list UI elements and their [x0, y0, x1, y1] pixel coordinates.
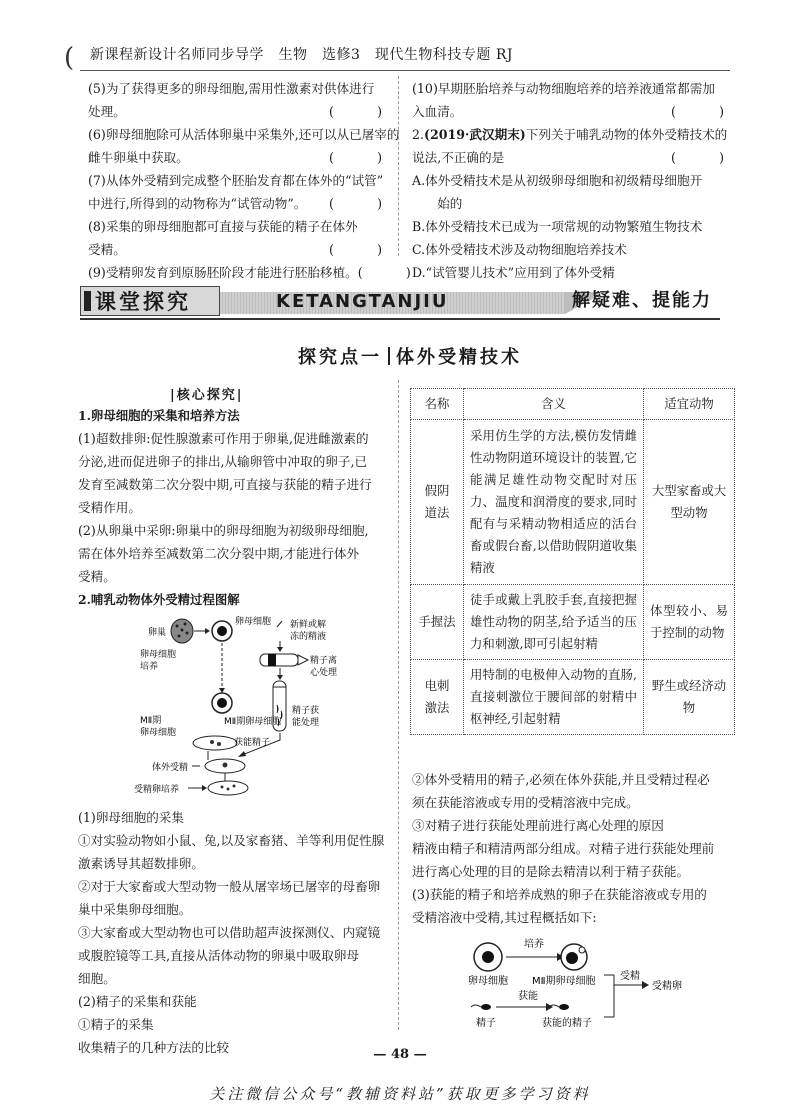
paragraph-line: 精液由精子和精清两部分组成。对精子进行获能处理前 [412, 841, 715, 856]
answer-bracket[interactable]: ( ) [357, 265, 417, 280]
banner-pinyin: KETANGTANJIU [276, 291, 449, 312]
paragraph-line: ①精子的采集 [78, 1017, 154, 1032]
paragraph-line: (2)从卵巢中采卵:卵巢中的卵母细胞为初级卵母细胞, [78, 523, 369, 538]
table-header-animal: 适宜动物 [644, 389, 735, 420]
paragraph-line: 收集精子的几种方法的比较 [78, 1040, 230, 1055]
fresh-semen-label-2: 冻的精液 [290, 632, 327, 642]
paragraph-line: ③对精子进行获能处理前进行离心处理的原因 [412, 818, 664, 833]
fertilization-flow-diagram [462, 935, 722, 1030]
left-top-line: (6)卵母细胞除可从活体卵巢中采集外,还可以从已屠宰的 [88, 127, 400, 142]
paragraph-line: 发育至减数第二次分裂中期,可直接与获能的精子进行 [78, 477, 372, 492]
left-top-line: (9)受精卵发育到原肠胚阶段才能进行胚胎移植。 ( ) [88, 261, 388, 284]
page-number: — 48 — [373, 1047, 427, 1062]
left-top-line: (5)为了获得更多的卵母细胞,需用性激素对供体进行 [88, 81, 375, 96]
heading-ivf-diagram: 2.哺乳动物体外受精过程图解 [78, 592, 240, 607]
oocyte-culture-label-2: 培养 [140, 662, 159, 672]
table-cell-animal: 野生或经济动物 [644, 660, 735, 735]
option-line: C.体外受精技术涉及动物细胞培养技术 [412, 242, 627, 257]
d2-oocyte-label: 卵母细胞 [468, 976, 508, 987]
d2-fert-label: 受精 [620, 971, 640, 982]
sperm-capacitation-label-1: 精子获 [292, 706, 320, 716]
paragraph-line: (1)卵母细胞的采集 [78, 810, 184, 825]
answer-bracket[interactable]: ( ) [328, 104, 388, 119]
option-line: D.“试管婴儿技术”应用到了体外受精 [412, 265, 615, 280]
table-cell-animal: 体型较小、易于控制的动物 [644, 585, 735, 660]
banner-underline [80, 318, 720, 320]
header-bracket-mark: ( [64, 43, 75, 73]
section-title: 探究点一 体外受精技术 [298, 347, 522, 368]
paragraph-line: (1)超数排卵:促性腺激素可作用于卵巢,促进雌激素的 [78, 431, 369, 446]
paragraph-line: 需在体外培养至减数第二次分裂中期,才能进行体外 [78, 546, 360, 561]
mii-oocyte-label: MⅡ期卵母细胞 [224, 717, 282, 727]
table-header-row [411, 389, 735, 420]
table-cell-meaning: 采用仿生学的方法,模仿发情雌性动物阴道环境设计的装置,它能满足雄性动物交配时对压力、温度和润滑度的要求,同时配有与采精动物相适应的活台畜或假台畜,以借助假阴道收集精液 [464, 420, 644, 585]
option-line: A.体外受精技术是从初级卵母细胞和初级精母细胞开 [412, 173, 703, 188]
centrifuge-label-2: 心处理 [310, 668, 338, 678]
page-header-title: 新课程新设计名师同步导学 生物 选修3 现代生物科技专题 RJ [90, 47, 514, 63]
left-judgement-list [88, 77, 417, 284]
option-line: B.体外受精技术已成为一项常规的动物繁殖生物技术 [412, 219, 703, 234]
zygote-culture-label: 受精卵培养 [134, 785, 180, 795]
header-rule [80, 70, 730, 71]
d2-sperm-label: 精子 [476, 1018, 496, 1029]
centrifuge-label-1: 精子离 [310, 656, 338, 666]
d2-mii-label: MⅡ期卵母细胞 [532, 976, 596, 987]
d2-capacitation-label: 获能 [518, 991, 538, 1002]
question-2-options [412, 169, 730, 284]
centrifuge-tube [260, 654, 298, 666]
question-2-line1: 2.(2019·武汉期末)下列关于哺乳动物的体外受精技术的 [412, 127, 728, 142]
left-body-part1 [78, 404, 390, 611]
question-2-line2: 说法,不正确的是 ( ) [412, 150, 730, 165]
paragraph-line: 分泌,进而促进卵子的排出,从输卵管中冲取的卵子,已 [78, 454, 368, 469]
right-top-line: 入血清。 ( ) [412, 100, 730, 123]
semen-collection-table [410, 388, 735, 735]
table-cell-name: 手握法 [411, 585, 464, 660]
d2-zygote-label: 受精卵 [652, 981, 682, 992]
right-body-text [412, 768, 734, 929]
table-cell-meaning: 用特制的电极伸入动物的直肠,直接刺激位于腰间部的射精中枢神经,引起射精 [464, 660, 644, 735]
right-top-line: (10)早期胚胎培养与动物细胞培养的培养液通常都需加 [412, 81, 715, 96]
sperm-capacitation-label-2: 能处理 [292, 718, 320, 728]
d2-cap-sperm-label: 获能的精子 [542, 1018, 592, 1029]
mii-short-label-1: MⅡ期 [140, 716, 162, 726]
banner-main-title: 课堂探究 [80, 288, 191, 316]
answer-bracket[interactable]: ( ) [670, 104, 730, 119]
mii-dish [193, 736, 237, 750]
left-top-line: (8)采集的卵母细胞都可直接与获能的精子在体外 [88, 219, 358, 234]
table-cell-meaning: 徒手或戴上乳胶手套,直接把握雄性动物的阴茎,给予适当的压力和刺激,即可引起射精 [464, 585, 644, 660]
right-judgement-list [412, 77, 730, 284]
table-cell-name: 假阴 道法 [411, 420, 464, 585]
paragraph-line: ②对于大家畜或大型动物一般从屠宰场已屠宰的母畜卵 [78, 879, 381, 894]
ivf-label: 体外受精 [152, 763, 189, 773]
ovary-label: 卵巢 [148, 628, 167, 638]
paragraph-line: 巢中采集卵母细胞。 [78, 902, 192, 917]
paragraph-line: ②体外受精用的精子,必须在体外获能,并且受精过程必 [412, 772, 710, 787]
table-cell-name: 电刺 激法 [411, 660, 464, 735]
table-row [411, 585, 735, 660]
capacitated-sperm-shape [559, 1004, 569, 1010]
oocyte-label: 卵母细胞 [235, 617, 272, 627]
left-top-line: 中进行,所得到的动物称为“试管动物”。 ( ) [88, 192, 388, 215]
core-inquiry-label: |核心探究| [170, 388, 244, 403]
answer-bracket[interactable]: ( ) [328, 150, 388, 165]
heading-oocyte-collection: 1.卵母细胞的采集和培养方法 [78, 408, 240, 423]
table-cell-animal: 大型家畜或大型动物 [644, 420, 735, 585]
table-header-meaning: 含义 [464, 389, 644, 420]
question-2-source: (2019·武汉期末) [424, 127, 526, 142]
paragraph-line: ③大家畜或大型动物也可以借助超声波探测仪、内窥镜 [78, 925, 381, 940]
left-top-line: (7)从体外受精到完成整个胚胎发育都在体外的“试管” [88, 173, 384, 188]
ivf-process-diagram [130, 615, 380, 800]
d2-culture-label: 培养 [524, 939, 544, 950]
sperm-shape [481, 1004, 491, 1010]
paragraph-line: 受精溶液中受精,其过程概括如下: [412, 910, 597, 925]
answer-bracket[interactable]: ( ) [328, 196, 388, 211]
paragraph-line: 受精作用。 [78, 500, 141, 515]
table-row [411, 660, 735, 735]
paragraph-line: 或腹腔镜等工具,直接从活体动物的卵巢中吸取卵母 [78, 948, 360, 963]
left-top-line: 处理。 ( ) [88, 100, 388, 123]
paragraph-line: 激素诱导其超数排卵。 [78, 856, 204, 871]
column-divider-top [398, 76, 399, 256]
capacitated-sperm-label: 获能精子 [234, 738, 271, 748]
paragraph-line: ①对实验动物如小鼠、兔,以及家畜猪、羊等利用促性腺 [78, 833, 385, 848]
paragraph-line: (3)获能的精子和培养成熟的卵子在获能溶液或专用的 [412, 887, 707, 902]
left-top-line: 雌牛卵巢中获取。 ( ) [88, 146, 388, 169]
oocyte-culture-label-1: 卵母细胞 [140, 650, 177, 660]
left-body-part2 [78, 806, 390, 1059]
column-divider-bottom [398, 380, 399, 1030]
paragraph-line: 细胞。 [78, 971, 116, 986]
mii-short-label-2: 卵母细胞 [140, 728, 177, 738]
left-top-line: 受精。 ( ) [88, 238, 388, 261]
paragraph-line: (2)精子的采集和获能 [78, 994, 197, 1009]
footer-note: 关注微信公众号“教辅资料站”获取更多学习资料 [209, 1085, 591, 1103]
answer-bracket[interactable]: ( ) [328, 242, 388, 257]
paragraph-line: 须在获能溶液或专用的受精溶液中完成。 [412, 795, 639, 810]
table-header-name: 名称 [411, 389, 464, 420]
paragraph-line: 进行离心处理的目的是除去精清以利于精子获能。 [412, 864, 690, 879]
fresh-semen-label-1: 新鲜或解 [290, 620, 327, 630]
section-banner [80, 286, 720, 316]
option-line: 始的 [412, 196, 463, 211]
paragraph-line: 受精。 [78, 569, 116, 584]
table-row [411, 420, 735, 585]
banner-slogan: 解疑难、提能力 [572, 290, 712, 311]
